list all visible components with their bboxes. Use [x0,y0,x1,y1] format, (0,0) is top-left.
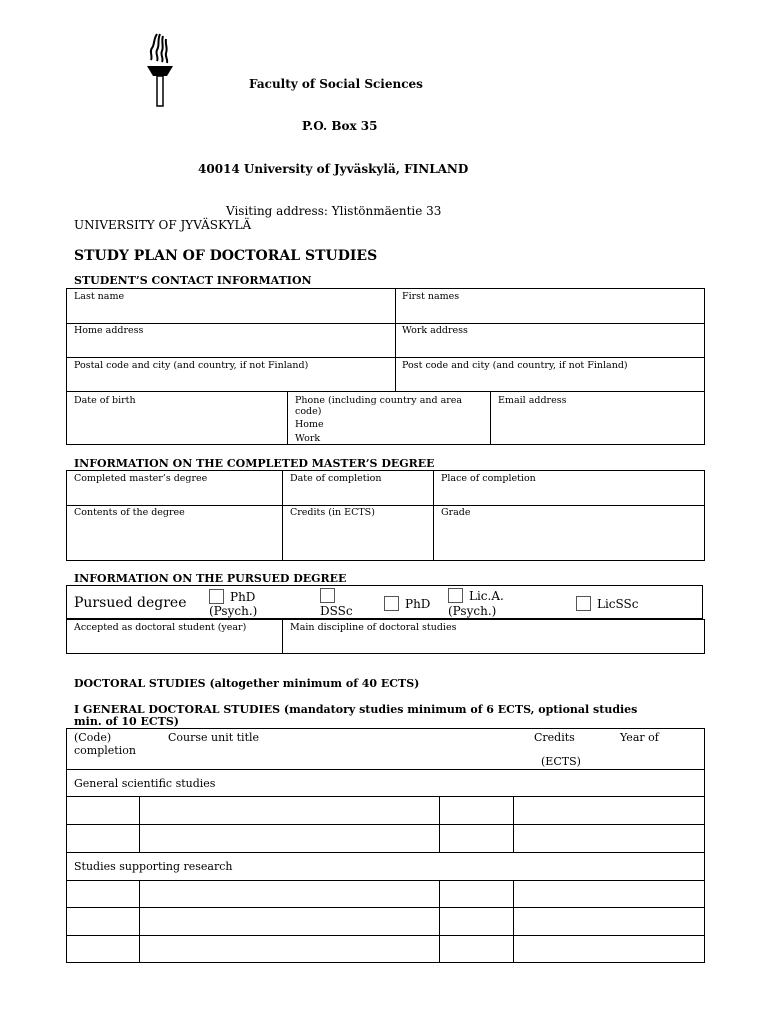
col-ects: (ECTS) [541,755,581,768]
first-names-field[interactable]: First names [402,291,460,302]
last-name-field[interactable]: Last name [74,291,125,302]
courses-table [66,728,705,963]
university-torch-logo [143,32,177,108]
completion-place-field[interactable]: Place of completion [441,473,536,484]
col-year: Year of [620,731,659,744]
general-scientific-label: General scientific studies [74,777,216,790]
phone-work-label: Work [295,433,321,444]
phd-checkbox[interactable] [384,596,399,611]
phone-home-label: Home [295,419,324,430]
main-discipline-field[interactable]: Main discipline of doctoral studies [290,622,457,633]
general-doctoral-heading-1: I GENERAL DOCTORAL STUDIES (mandatory studies minimum of 6 ECTS, optional studies [74,703,638,716]
completed-degree-field[interactable]: Completed master’s degree [74,473,208,484]
page-title: STUDY PLAN OF DOCTORAL STUDIES [74,248,378,264]
contact-heading: STUDENT’S CONTACT INFORMATION [74,274,312,287]
lica-label-2: (Psych.) [448,604,497,618]
postal-address: 40014 University of Jyväskylä, FINLAND [198,162,469,176]
col-title: Course unit title [168,731,260,744]
phd-label: PhD [405,597,431,611]
completion-date-field[interactable]: Date of completion [290,473,382,484]
date-of-birth-field[interactable]: Date of birth [74,395,136,406]
credits-field[interactable]: Credits (in ECTS) [290,507,375,518]
phone-field[interactable]: Phone (including country and area code) [295,395,463,417]
postal-code-field[interactable]: Postal code and city (and country, if not Finland) [74,360,309,371]
degree-contents-field[interactable]: Contents of the degree [74,507,185,518]
grade-field[interactable]: Grade [441,507,471,518]
phd-psych-label-1: PhD [230,590,256,604]
col-code: (Code) [74,731,112,744]
masters-heading: INFORMATION ON THE COMPLETED MASTER’S DEGREE [74,457,435,470]
lica-psych-checkbox[interactable] [448,588,463,603]
email-field[interactable]: Email address [498,395,567,406]
home-address-field[interactable]: Home address [74,325,144,336]
dssc-checkbox[interactable] [320,588,335,603]
lica-label-1: Lic.A. [469,589,504,603]
licssc-checkbox[interactable] [576,596,591,611]
col-completion: completion [74,744,136,757]
supporting-research-label: Studies supporting research [74,860,233,873]
phd-psych-checkbox[interactable] [209,589,224,604]
work-post-code-field[interactable]: Post code and city (and country, if not Finland) [402,360,628,371]
pursued-degree-label: Pursued degree [74,595,187,611]
dssc-label: DSSc [320,604,353,618]
licssc-label: LicSSc [597,597,639,611]
pursued-heading: INFORMATION ON THE PURSUED DEGREE [74,572,347,585]
university-name: UNIVERSITY OF JYVÄSKYLÄ [74,218,252,232]
col-credits: Credits [534,731,575,744]
work-address-field[interactable]: Work address [402,325,468,336]
phd-psych-label-2: (Psych.) [209,604,258,618]
general-doctoral-heading-2: min. of 10 ECTS) [74,715,179,728]
visiting-address: Visiting address: Ylistönmäentie 33 [226,204,442,218]
po-box: P.O. Box 35 [302,119,378,133]
faculty-name: Faculty of Social Sciences [249,77,423,91]
accepted-year-field[interactable]: Accepted as doctoral student (year) [74,622,247,633]
doctoral-heading: DOCTORAL STUDIES (altogether minimum of 40 ECTS) [74,677,420,690]
